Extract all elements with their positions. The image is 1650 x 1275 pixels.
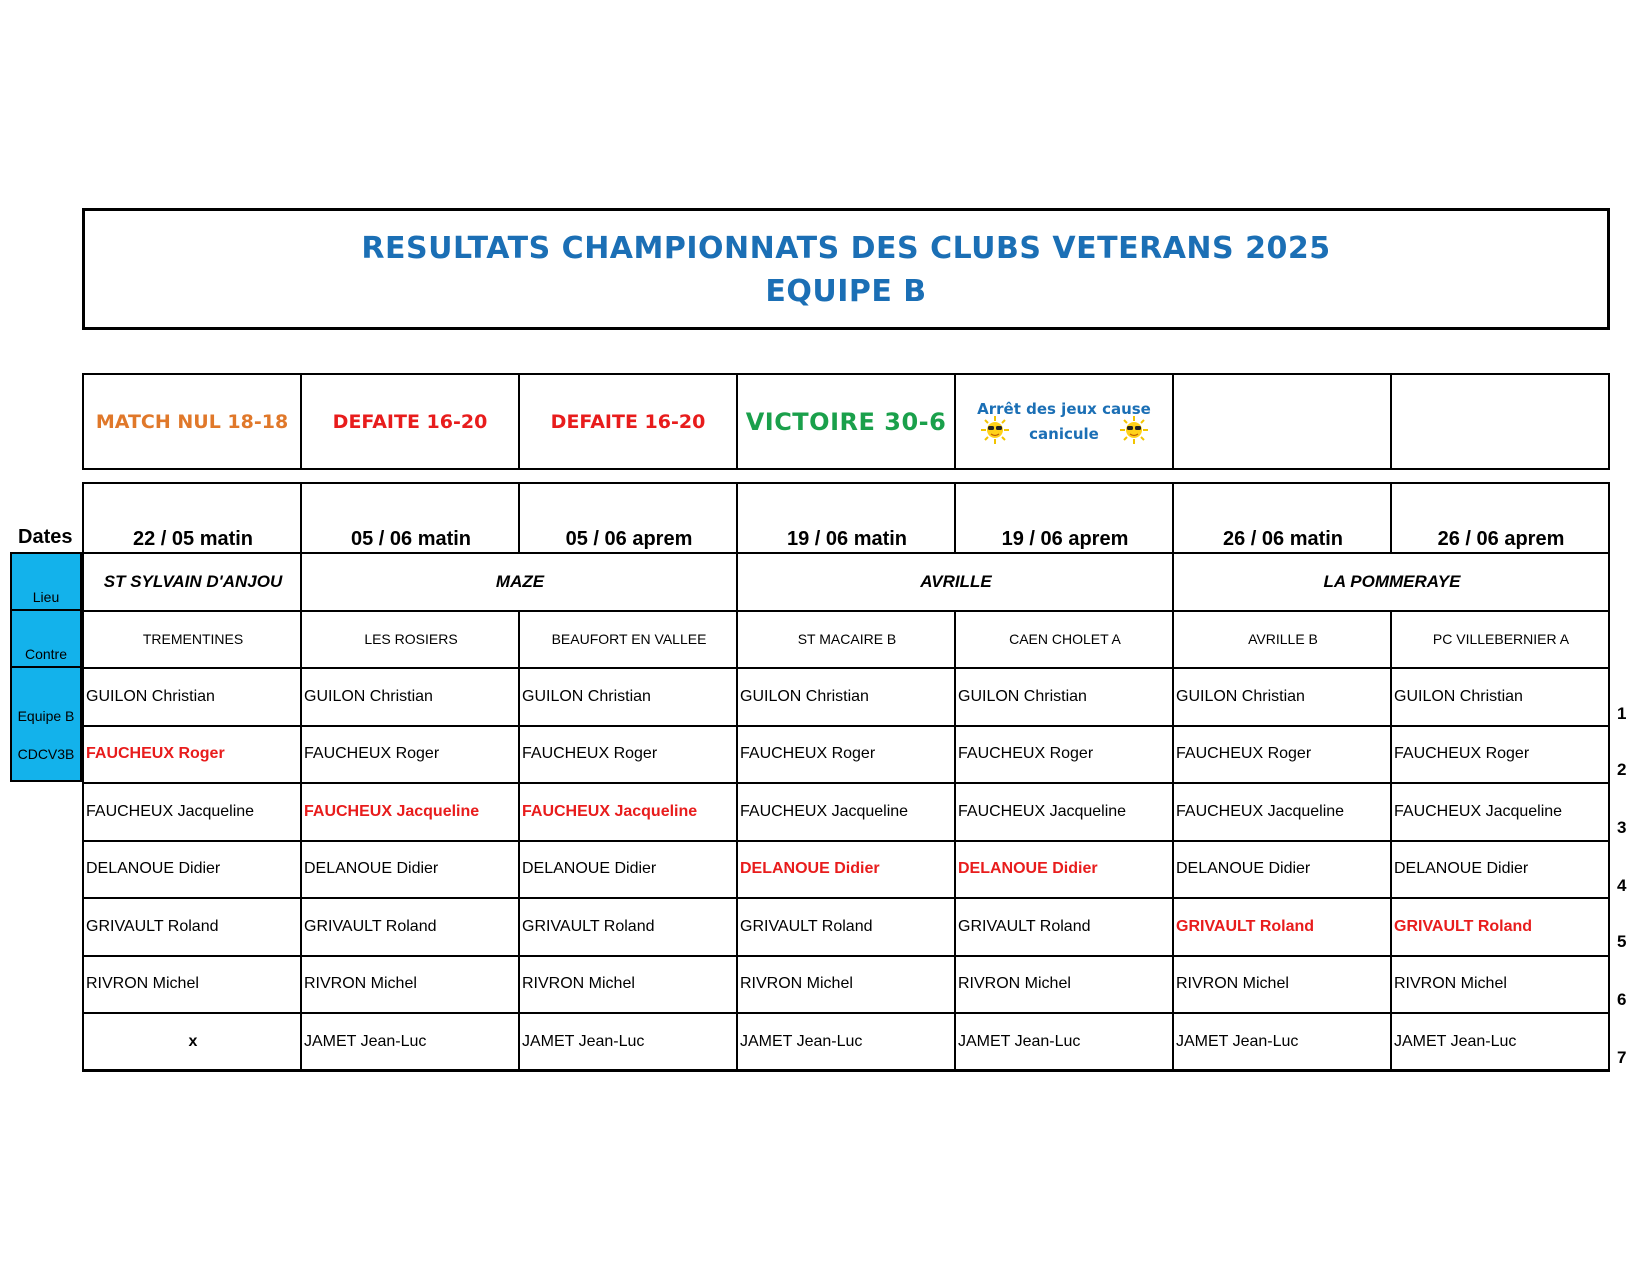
row-number: 5 (1617, 932, 1627, 951)
row-number: 6 (1617, 990, 1627, 1009)
player-row (83, 1013, 1609, 1071)
date-cell: 19 / 06 matin (737, 483, 955, 553)
player-cell: JAMET Jean-Luc (519, 1013, 737, 1071)
contre-row (83, 611, 1609, 669)
result-7 (1391, 374, 1609, 469)
contre-cell: CAEN CHOLET A (955, 611, 1173, 669)
canicule-note (977, 397, 1152, 447)
row-number: 3 (1617, 818, 1627, 837)
player-cell-highlighted: DELANOUE Didier (955, 841, 1173, 899)
lieu-row (83, 553, 1609, 611)
player-cell: JAMET Jean-Luc (1391, 1013, 1609, 1071)
player-cell-highlighted: GRIVAULT Roland (1173, 898, 1391, 956)
player-cell: RIVRON Michel (955, 956, 1173, 1014)
player-cell: DELANOUE Didier (301, 841, 519, 899)
contre-cell: TREMENTINES (83, 611, 301, 669)
player-cell: DELANOUE Didier (519, 841, 737, 899)
player-cell: FAUCHEUX Roger (737, 726, 955, 784)
title-box (82, 208, 1610, 330)
player-cell: FAUCHEUX Jacqueline (737, 783, 955, 841)
date-cell: 05 / 06 aprem (519, 483, 737, 553)
player-cell: GRIVAULT Roland (301, 898, 519, 956)
player-row (83, 726, 1609, 784)
equipe-label (10, 666, 82, 782)
lieu-cell: MAZE (301, 553, 737, 611)
player-cell: GRIVAULT Roland (83, 898, 301, 956)
player-cell: RIVRON Michel (1173, 956, 1391, 1014)
date-cell: 22 / 05 matin (83, 483, 301, 553)
player-row (83, 841, 1609, 899)
player-cell: GRIVAULT Roland (955, 898, 1173, 956)
player-row (83, 898, 1609, 956)
contre-label (10, 609, 82, 668)
player-cell: RIVRON Michel (519, 956, 737, 1014)
player-row (83, 668, 1609, 726)
player-cell: FAUCHEUX Roger (519, 726, 737, 784)
result-3: DEFAITE 16-20 (519, 374, 737, 469)
player-cell: GUILON Christian (519, 668, 737, 726)
player-cell: FAUCHEUX Roger (955, 726, 1173, 784)
player-cell: FAUCHEUX Roger (1173, 726, 1391, 784)
player-cell: RIVRON Michel (1391, 956, 1609, 1014)
player-cell-highlighted: FAUCHEUX Jacqueline (301, 783, 519, 841)
player-cell: FAUCHEUX Roger (301, 726, 519, 784)
page-title: RESULTATS CHAMPIONNATS DES CLUBS VETERANS 2025 (361, 231, 1331, 266)
dates-row (83, 483, 1609, 553)
player-cell: FAUCHEUX Jacqueline (83, 783, 301, 841)
sun-sunglasses-icon (1116, 415, 1152, 445)
player-cell: RIVRON Michel (83, 956, 301, 1014)
player-cell: RIVRON Michel (301, 956, 519, 1014)
results-table (82, 373, 1610, 470)
result-6 (1173, 374, 1391, 469)
player-cell-empty: x (83, 1013, 301, 1071)
equipe-label-line1: Equipe B (17, 708, 75, 724)
player-cell-highlighted: GRIVAULT Roland (1391, 898, 1609, 956)
contre-cell: AVRILLE B (1173, 611, 1391, 669)
canicule-line1: Arrêt des jeux cause (977, 399, 1151, 418)
row-number: 2 (1617, 760, 1627, 779)
contre-cell: LES ROSIERS (301, 611, 519, 669)
date-cell: 19 / 06 aprem (955, 483, 1173, 553)
date-cell: 26 / 06 aprem (1391, 483, 1609, 553)
result-2: DEFAITE 16-20 (301, 374, 519, 469)
player-cell: GUILON Christian (1173, 668, 1391, 726)
player-cell: DELANOUE Didier (1173, 841, 1391, 899)
player-cell: GRIVAULT Roland (519, 898, 737, 956)
row-number: 1 (1617, 704, 1627, 723)
equipe-label-line2: CDCV3B (17, 746, 75, 762)
player-cell: GUILON Christian (737, 668, 955, 726)
lieu-cell: ST SYLVAIN D'ANJOU (83, 553, 301, 611)
sun-sunglasses-icon (977, 415, 1013, 445)
contre-cell: BEAUFORT EN VALLEE (519, 611, 737, 669)
player-cell: FAUCHEUX Jacqueline (1173, 783, 1391, 841)
player-cell: JAMET Jean-Luc (301, 1013, 519, 1071)
player-cell: FAUCHEUX Jacqueline (955, 783, 1173, 841)
player-cell: GUILON Christian (301, 668, 519, 726)
player-cell: GUILON Christian (83, 668, 301, 726)
result-5 (955, 374, 1173, 469)
result-4: VICTOIRE 30-6 (737, 374, 955, 469)
contre-label-text: Contre (24, 646, 68, 662)
result-1: MATCH NUL 18-18 (83, 374, 301, 469)
player-cell-highlighted: DELANOUE Didier (737, 841, 955, 899)
lieu-cell: LA POMMERAYE (1173, 553, 1609, 611)
player-row (83, 956, 1609, 1014)
dates-label: Dates (18, 526, 73, 548)
results-row (83, 374, 1609, 469)
player-cell: FAUCHEUX Roger (1391, 726, 1609, 784)
player-cell: GRIVAULT Roland (737, 898, 955, 956)
canicule-line2: canicule (1029, 424, 1099, 443)
lieu-label-text: Lieu (32, 589, 60, 605)
player-cell: JAMET Jean-Luc (955, 1013, 1173, 1071)
page-subtitle: EQUIPE B (765, 274, 927, 309)
player-cell: GUILON Christian (955, 668, 1173, 726)
lieu-cell: AVRILLE (737, 553, 1173, 611)
row-number: 4 (1617, 876, 1627, 895)
contre-cell: ST MACAIRE B (737, 611, 955, 669)
player-cell: DELANOUE Didier (83, 841, 301, 899)
schedule-table (82, 482, 1610, 1072)
player-cell: FAUCHEUX Jacqueline (1391, 783, 1609, 841)
player-cell: RIVRON Michel (737, 956, 955, 1014)
lieu-label (10, 552, 82, 611)
row-number: 7 (1617, 1048, 1627, 1067)
date-cell: 26 / 06 matin (1173, 483, 1391, 553)
player-cell: GUILON Christian (1391, 668, 1609, 726)
player-cell: JAMET Jean-Luc (737, 1013, 955, 1071)
player-row (83, 783, 1609, 841)
player-cell: DELANOUE Didier (1391, 841, 1609, 899)
contre-cell: PC VILLEBERNIER A (1391, 611, 1609, 669)
player-cell-highlighted: FAUCHEUX Jacqueline (519, 783, 737, 841)
date-cell: 05 / 06 matin (301, 483, 519, 553)
player-cell: JAMET Jean-Luc (1173, 1013, 1391, 1071)
player-cell-highlighted: FAUCHEUX Roger (83, 726, 301, 784)
